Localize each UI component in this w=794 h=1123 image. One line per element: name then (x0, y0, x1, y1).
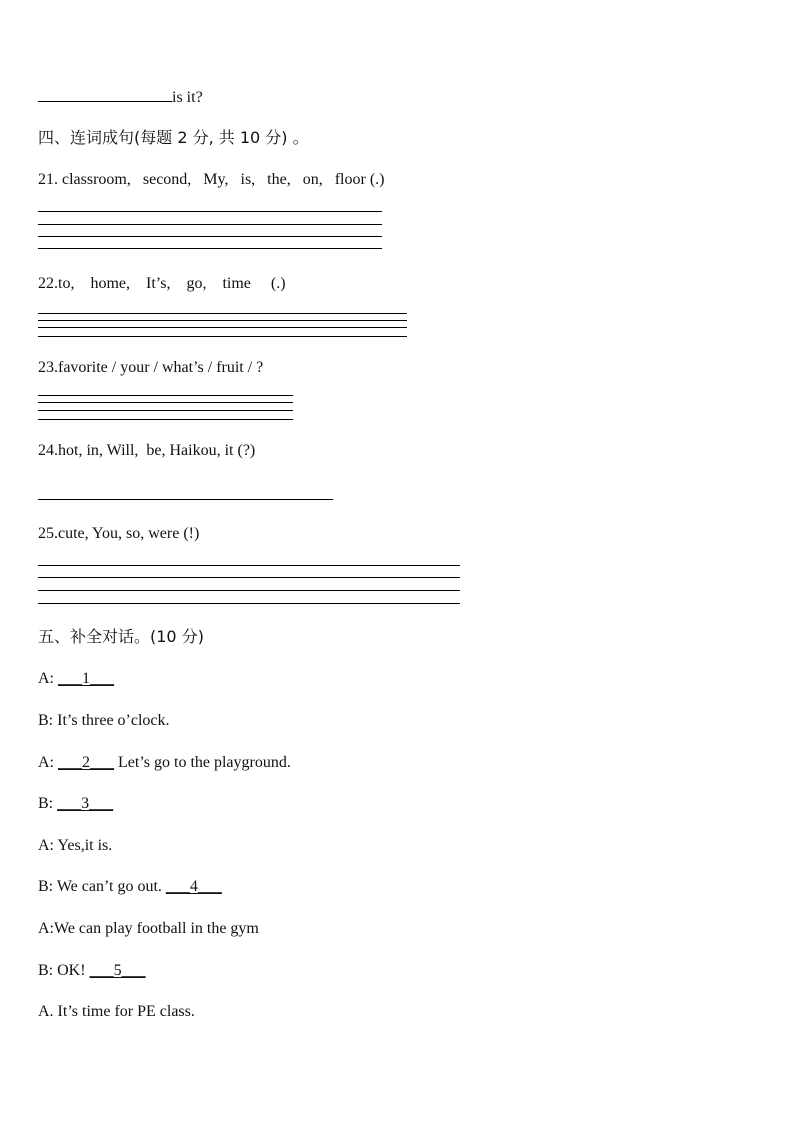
question-22: 22.to, home, It’s, go, time (.) (38, 275, 286, 292)
dialogue-line: A:We can play football in the gym (38, 920, 259, 937)
answer-blank-2[interactable]: ___2___ (58, 754, 114, 771)
answer-line[interactable] (38, 590, 460, 591)
answer-line[interactable] (38, 577, 460, 578)
answer-line[interactable] (38, 410, 293, 411)
dialogue-line: B: It’s three o’clock. (38, 712, 170, 729)
question-21: 21. classroom, second, My, is, the, on, floor (.) (38, 171, 385, 188)
dialogue-line: A. It’s time for PE class. (38, 1003, 195, 1020)
answer-line[interactable] (38, 224, 382, 225)
answer-line[interactable] (38, 211, 382, 212)
dialogue-line: B: We can’t go out. ___4___ (38, 878, 222, 895)
answer-line[interactable] (38, 327, 407, 328)
answer-line[interactable] (38, 419, 293, 420)
answer-blank[interactable] (38, 87, 172, 102)
question-24: 24.hot, in, Will, be, Haikou, it (?) (38, 442, 256, 459)
dialogue-line: A: ___2___ Let’s go to the playground. (38, 754, 291, 771)
dialogue-line: A: Yes,it is. (38, 837, 113, 854)
answer-line[interactable] (38, 565, 460, 566)
answer-blank-4[interactable]: ___4___ (165, 878, 222, 895)
previous-question-line (38, 87, 203, 108)
answer-line[interactable] (38, 499, 333, 500)
section-4-heading: 四、连词成句(每题 2 分, 共 10 分) 。 (38, 128, 309, 147)
answer-line[interactable] (38, 395, 293, 396)
answer-line[interactable] (38, 320, 407, 321)
answer-line[interactable] (38, 603, 460, 604)
dialogue-line: A: ___1___ (38, 670, 114, 687)
answer-blank-1[interactable]: ___1___ (58, 670, 114, 687)
dialogue-line: B: ___3___ (38, 795, 114, 812)
question-23: 23.favorite / your / what’s / fruit / ? (38, 359, 264, 376)
question-suffix: is it? (172, 89, 203, 106)
answer-line[interactable] (38, 248, 382, 249)
answer-line[interactable] (38, 313, 407, 314)
answer-line[interactable] (38, 402, 293, 403)
answer-line[interactable] (38, 236, 382, 237)
section-5-heading: 五、补全对话。(10 分) (38, 627, 204, 646)
dialogue-line: B: OK! ___5___ (38, 962, 146, 979)
answer-line[interactable] (38, 336, 407, 337)
answer-blank-5[interactable]: ___5___ (89, 962, 146, 979)
question-25: 25.cute, You, so, were (!) (38, 525, 200, 542)
answer-blank-3[interactable]: ___3___ (57, 795, 114, 812)
